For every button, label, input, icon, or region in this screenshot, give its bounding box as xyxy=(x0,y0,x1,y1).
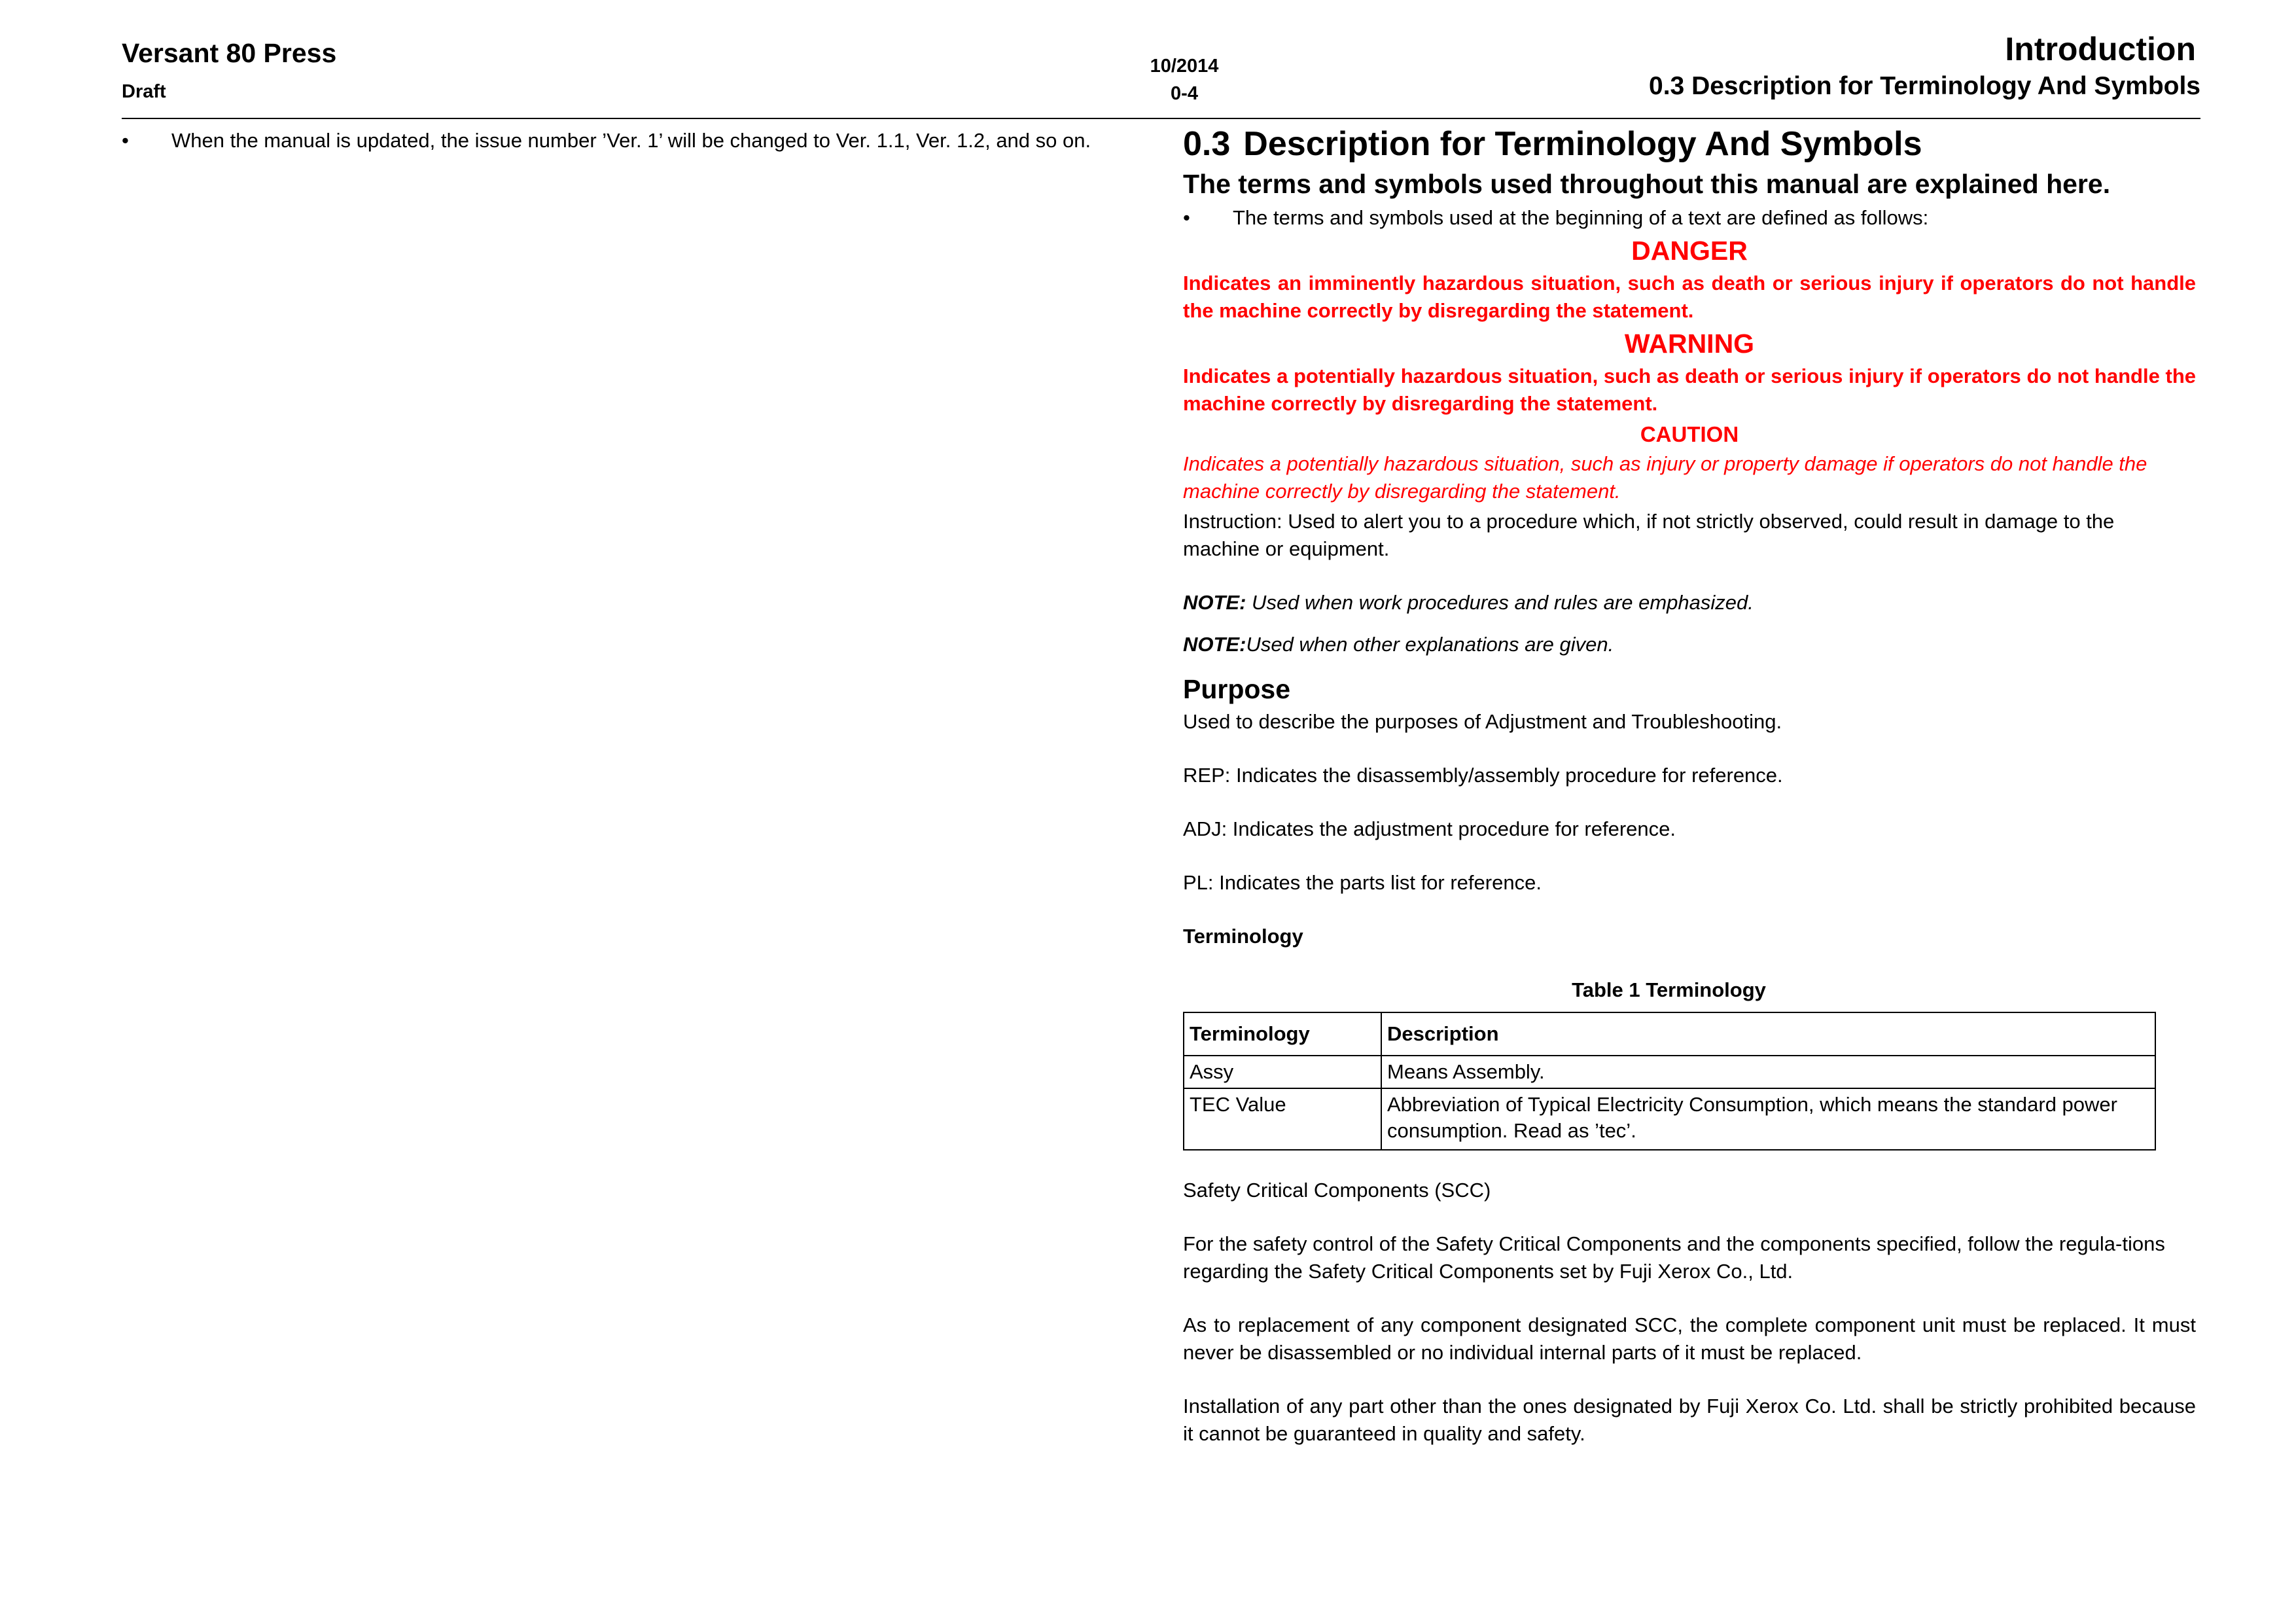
table-header-cell: Terminology xyxy=(1184,1012,1381,1056)
pl-text: PL: Indicates the parts list for reference. xyxy=(1183,871,1542,894)
table-cell: Means Assembly. xyxy=(1381,1056,2155,1088)
header-section-title: 0.3 Description for Terminology And Symbols xyxy=(1649,72,2200,100)
terminology-heading: Terminology xyxy=(1183,925,1303,948)
instruction-text: Instruction: Used to alert you to a procedure which, if not strictly observed, could result in damage to the machine or equipment. xyxy=(1183,510,2115,560)
table-header-row xyxy=(1184,1012,2155,1056)
header-status: Draft xyxy=(122,81,166,102)
note-emphasis xyxy=(1183,589,2196,616)
header-date-page xyxy=(1106,52,1263,107)
scc-paragraph: As to replacement of any component designated SCC, the complete component unit must be replaced. It must never be disassembled or no individual internal parts of it must be replaced. xyxy=(1183,1313,2196,1364)
scc-paragraph: Installation of any part other than the ones designated by Fuji Xerox Co. Ltd. shall be strictly prohibited because it cannot be guaranteed in quality and safety. xyxy=(1183,1395,2196,1445)
warning-heading: WARNING xyxy=(1624,329,1755,359)
note-text: Used when work procedures and rules are emphasized. xyxy=(1246,591,1754,614)
table-cell: Assy xyxy=(1184,1056,1381,1088)
adj-text: ADJ: Indicates the adjustment procedure for reference. xyxy=(1183,817,1676,840)
section-title xyxy=(1183,124,2196,164)
table-row xyxy=(1184,1088,2155,1150)
intro-bullet-text: The terms and symbols used at the beginning of a text are defined as follows: xyxy=(1233,206,1929,229)
bullet-icon: • xyxy=(122,129,129,152)
table-header-cell: Description xyxy=(1381,1012,2155,1056)
right-column xyxy=(1183,124,2196,1448)
section-number: 0.3 xyxy=(1183,125,1231,163)
section-subtitle: The terms and symbols used throughout this manual are explained here. xyxy=(1183,169,2111,199)
section-title-text: Description for Terminology And Symbols xyxy=(1243,125,1922,163)
note-explanation xyxy=(1183,631,2196,658)
table-cell: Abbreviation of Typical Electricity Consumption, which means the standard power consumption. Read as ’tec’. xyxy=(1381,1088,2155,1150)
header-product-name: Versant 80 Press xyxy=(122,38,337,68)
danger-text: Indicates an imminently hazardous situation, such as death or serious injury if operators do not handle the machine correctly by disregarding the statement. xyxy=(1183,272,2196,322)
note-label: NOTE: xyxy=(1183,591,1246,614)
scc-heading: Safety Critical Components (SCC) xyxy=(1183,1179,1491,1202)
header-date: 10/2014 xyxy=(1150,56,1219,77)
warning-text: Indicates a potentially hazardous situation, such as death or serious injury if operators do not handle the machine correctly by disregarding the statement. xyxy=(1183,365,2196,415)
caution-heading: CAUTION xyxy=(1640,422,1739,446)
bullet-text: When the manual is updated, the issue number ’Ver. 1’ will be changed to Ver. 1.1, Ver. 1.2, and so on. xyxy=(171,129,1091,152)
header-chapter-title: Introduction xyxy=(2005,31,2196,67)
caution-text: Indicates a potentially hazardous situation, such as injury or property damage if operators do not handle the machine correctly by disregarding the statement. xyxy=(1183,452,2147,503)
danger-heading: DANGER xyxy=(1631,236,1748,266)
header-page-number: 0-4 xyxy=(1171,83,1198,104)
list-item xyxy=(122,127,1142,154)
table-caption: Table 1 Terminology xyxy=(1572,978,1766,1001)
note-text: Used when other explanations are given. xyxy=(1246,633,1614,656)
table-row xyxy=(1184,1056,2155,1088)
table-cell: TEC Value xyxy=(1184,1088,1381,1150)
header-divider xyxy=(122,118,2200,119)
bullet-icon: • xyxy=(1183,206,1190,229)
left-column xyxy=(122,127,1142,154)
note-label: NOTE: xyxy=(1183,633,1246,656)
rep-text: REP: Indicates the disassembly/assembly procedure for reference. xyxy=(1183,764,1783,787)
purpose-heading: Purpose xyxy=(1183,674,1291,704)
terminology-table xyxy=(1183,1012,2156,1150)
scc-paragraph: For the safety control of the Safety Critical Components and the components specified, follow the regula-tions regarding the Safety Critical Components set by Fuji Xerox Co., Ltd. xyxy=(1183,1232,2165,1283)
list-item xyxy=(1183,204,2196,232)
purpose-text: Used to describe the purposes of Adjustment and Troubleshooting. xyxy=(1183,710,1782,733)
